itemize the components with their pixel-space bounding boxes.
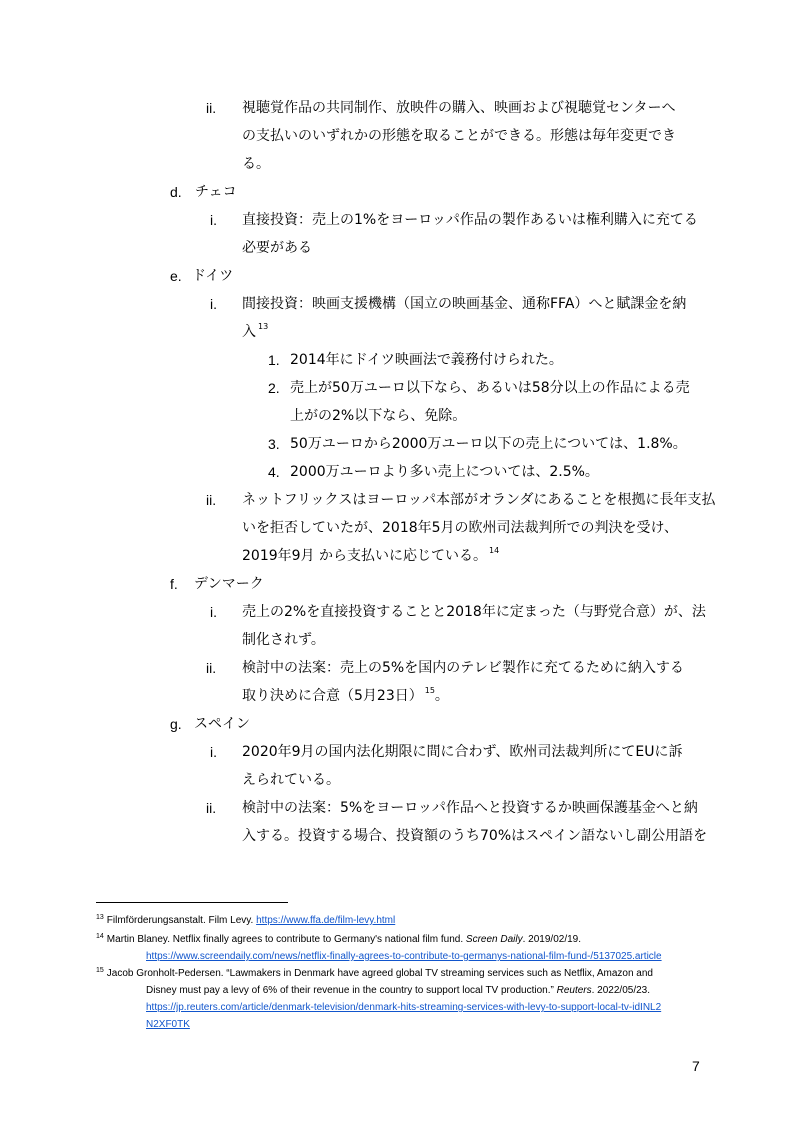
list-marker: 3. bbox=[268, 436, 280, 452]
section-heading-germany: ドイツ bbox=[192, 268, 234, 284]
list-item-text: 50万ユーロから2000万ユーロ以下の売上については、1.8%。 bbox=[290, 436, 687, 452]
list-marker: i. bbox=[210, 744, 217, 760]
section-heading-czech: チェコ bbox=[195, 184, 237, 200]
footnote-15-line2: Disney must pay a levy of 6% of their revenue in the country to support local TV production.” Reuters. 2022/05/23. bbox=[146, 985, 650, 996]
list-item-text: 入 $^{13}$ bbox=[242, 322, 269, 340]
footnote-15: $^{15}$ Jacob Gronholt-Pedersen. “Lawmakers in Denmark have agreed global TV streaming services such as Netflix, Amazon and bbox=[96, 967, 653, 979]
list-item-text: 2014年にドイツ映画法で義務付けられた。 bbox=[290, 352, 563, 368]
footnote-link[interactable]: https://www.ffa.de/film-levy.html bbox=[256, 915, 396, 926]
list-marker: ii. bbox=[206, 100, 217, 116]
list-item-text: 2000万ユーロより多い売上については、2.5%。 bbox=[290, 464, 599, 480]
section-heading-denmark: デンマーク bbox=[194, 576, 264, 592]
list-item-text: 取り決めに合意（5月23日） $^{15}$。 bbox=[242, 686, 449, 704]
footnote-number: 15 bbox=[96, 967, 104, 974]
list-item-text: 視聴覚作品の共同制作、放映件の購入、映画および視聴覚センターへ bbox=[242, 100, 676, 116]
section-marker: g. bbox=[170, 716, 182, 732]
list-item-text: ネットフリックスはヨーロッパ本部がオランダにあることを根拠に長年支払 bbox=[242, 492, 716, 508]
list-marker: i. bbox=[210, 212, 217, 228]
list-item-text: 検討中の法案：売上の5%を国内のテレビ製作に充てるために納入する bbox=[242, 660, 684, 676]
section-heading-spain: スペイン bbox=[194, 716, 250, 732]
list-item-text: 上がの2%以下なら、免除。 bbox=[290, 408, 467, 424]
footnote-link[interactable]: https://jp.reuters.com/article/denmark-television/denmark-hits-streaming-services-with-levy-to-support-local-tv-idINL2 bbox=[146, 1002, 662, 1013]
list-item-text: 検討中の法案：5%をヨーロッパ作品へと投資するか映画保護基金へと納 bbox=[242, 800, 698, 816]
list-item-text: 2019年9月 から支払いに応じている。 $^{14}$ bbox=[242, 546, 500, 564]
footnote-14: $^{14}$ Martin Blaney. Netflix finally agrees to contribute to Germany's national film fund. Screen Daily. 2019/02/19. bbox=[96, 933, 582, 945]
list-marker: i. bbox=[210, 604, 217, 620]
list-item-text: る。 bbox=[242, 156, 270, 172]
footnote-ref[interactable]: 13 bbox=[258, 322, 269, 331]
footnote-ref[interactable]: 14 bbox=[489, 546, 500, 555]
section-marker: d. bbox=[170, 184, 182, 200]
footnote-link[interactable]: N2XF0TK bbox=[146, 1019, 190, 1030]
section-marker: f. bbox=[170, 576, 178, 592]
list-item-text: えられている。 bbox=[242, 772, 340, 788]
footnote-divider bbox=[96, 902, 288, 903]
list-item-text: いを拒否していたが、2018年5月の欧州司法裁判所での判決を受け、 bbox=[242, 520, 678, 536]
list-item-text: 2020年9月の国内法化期限に間に合わず、欧州司法裁判所にてEUに訴 bbox=[242, 744, 683, 760]
list-item-text: 入する。投資する場合、投資額のうち70%はスペイン語ないし副公用語を bbox=[242, 828, 708, 844]
list-marker: ii. bbox=[206, 660, 217, 676]
list-marker: 1. bbox=[268, 352, 280, 368]
list-item-text: 必要がある bbox=[242, 240, 312, 256]
footnote-13: $^{13}$ Filmförderungsanstalt. Film Levy. https://www.ffa.de/film-levy.html bbox=[96, 914, 396, 926]
list-item-text: 直接投資：売上の1%をヨーロッパ作品の製作あるいは権利購入に充てる bbox=[242, 212, 698, 228]
list-marker: 4. bbox=[268, 464, 280, 480]
list-item-text: 制化されず。 bbox=[242, 632, 325, 648]
list-item-text: 売上の2%を直接投資することと2018年に定まった（与野党合意）が、法 bbox=[242, 604, 706, 620]
footnote-ref[interactable]: 15 bbox=[424, 686, 435, 695]
list-item-text: 間接投資：映画支援機構（国立の映画基金、通称FFA）へと賦課金を納 bbox=[242, 296, 687, 312]
section-marker: e. bbox=[170, 268, 182, 284]
footnote-link[interactable]: https://www.screendaily.com/news/netflix-finally-agrees-to-contribute-to-germanys-national-film-fund-/5137025.article bbox=[146, 951, 662, 962]
list-item-text: の支払いのいずれかの形態を取ることができる。形態は毎年変更でき bbox=[242, 128, 676, 144]
footnote-number: 13 bbox=[96, 914, 104, 921]
footnote-number: 14 bbox=[96, 933, 104, 940]
list-item-text: 売上が50万ユーロ以下なら、あるいは58分以上の作品による売 bbox=[290, 380, 690, 396]
footnote-15-link-line2 bbox=[146, 1018, 190, 1031]
list-marker: ii. bbox=[206, 492, 217, 508]
footnote-15-link-line bbox=[146, 1001, 661, 1014]
list-marker: ii. bbox=[206, 800, 217, 816]
footnote-14-link-line bbox=[146, 950, 662, 963]
list-marker: 2. bbox=[268, 380, 280, 396]
page-number: 7 bbox=[692, 1058, 700, 1074]
list-marker: i. bbox=[210, 296, 217, 312]
